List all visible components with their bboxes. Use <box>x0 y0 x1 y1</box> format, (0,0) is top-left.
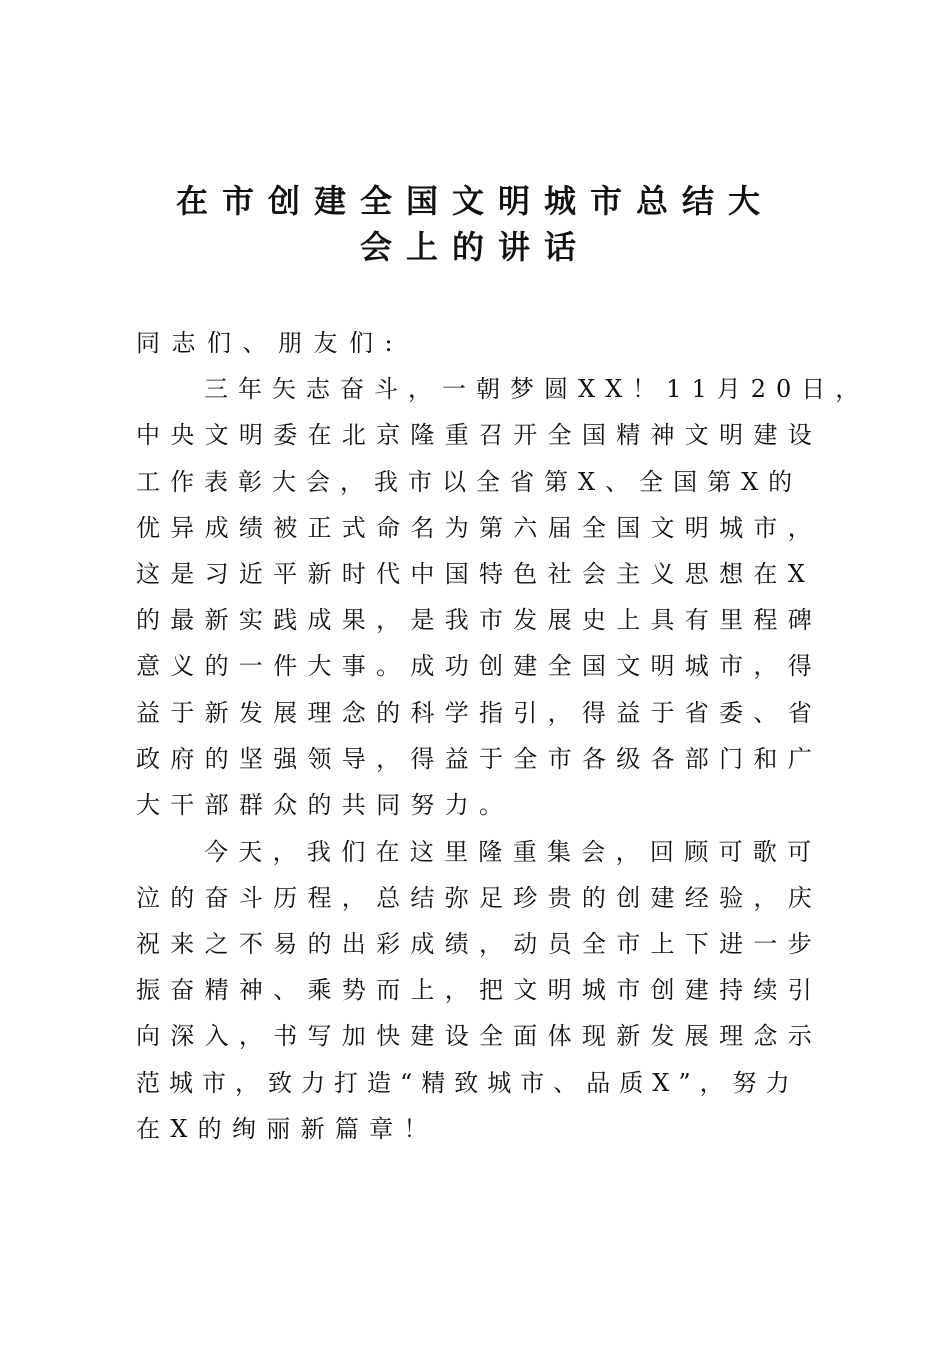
paragraph-line: 泣的奋斗历程，总结弥足珍贵的创建经验，庆 <box>136 884 822 912</box>
paragraph-line: 振奋精神、乘势而上，把文明城市创建持续引 <box>136 976 822 1004</box>
paragraph-line: 这是习近平新时代中国特色社会主义思想在X <box>136 560 816 588</box>
paragraph-line: 在X的绚丽新篇章！ <box>136 1115 438 1143</box>
document-title-line-2: 会上的讲话 <box>359 228 590 266</box>
paragraph-line: 优异成绩被正式命名为第六届全国文明城市， <box>136 514 822 542</box>
paragraph-line: 政府的坚强领导，得益于全市各级各部门和广 <box>136 745 822 773</box>
paragraph-line: 今天，我们在这里隆重集会，回顾可歌可 <box>204 838 822 866</box>
paragraph-line: 意义的一件大事。成功创建全国文明城市，得 <box>136 652 822 680</box>
paragraph-line: 的最新实践成果，是我市发展史上具有里程碑 <box>136 606 822 634</box>
paragraph-line: 大干部群众的共同努力。 <box>136 791 514 819</box>
paragraph-line: 益于新发展理念的科学指引，得益于省委、省 <box>136 699 822 727</box>
paragraph-line: 范城市，致力打造“精致城市、品质X”，努力 <box>136 1069 799 1097</box>
paragraph-line: 向深入，书写加快建设全面体现新发展理念示 <box>136 1022 822 1050</box>
paragraph-line: 工作表彰大会，我市以全省第X、全国第X的 <box>136 468 803 496</box>
paragraph-line: 中央文明委在北京隆重召开全国精神文明建设 <box>136 421 822 449</box>
document-title-line-1: 在市创建全国文明城市总结大 <box>175 182 774 220</box>
paragraph-line: 三年矢志奋斗，一朝梦圆XX！11月20日， <box>204 375 870 403</box>
paragraph-line: 祝来之不易的出彩成绩，动员全市上下进一步 <box>136 930 822 958</box>
salutation: 同志们、朋友们: <box>136 329 405 357</box>
